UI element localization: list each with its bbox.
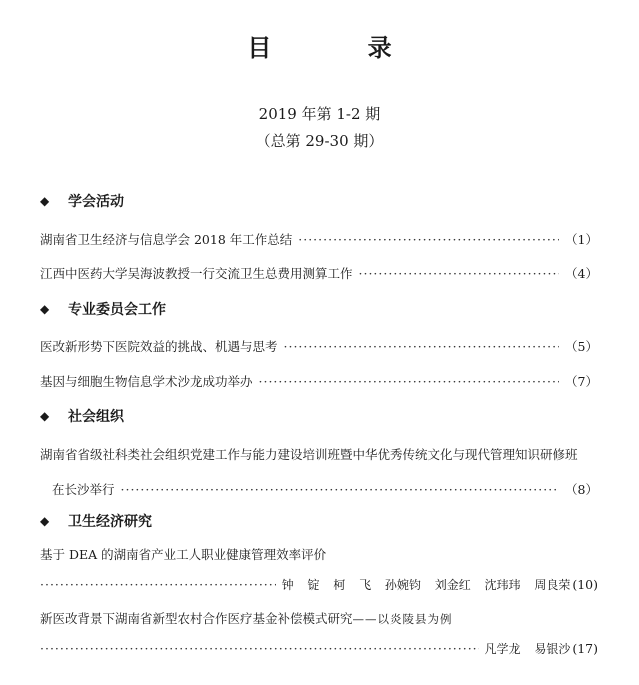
diamond-bullet-icon: ◆ bbox=[40, 194, 50, 208]
diamond-bullet-icon: ◆ bbox=[40, 409, 50, 423]
issue-number: 2019 年第 1-2 期 bbox=[258, 105, 381, 123]
entry-page-number: （4） bbox=[565, 266, 598, 281]
entry-authors: 钟 锭 柯 飞 孙婉钧 刘金红 沈玮玮 周良荣 bbox=[281, 578, 571, 592]
toc-entry[interactable] bbox=[52, 480, 598, 498]
section-heading-social-organizations bbox=[40, 406, 124, 426]
entry-page-number: （5） bbox=[565, 339, 598, 354]
entry-subtitle: ——以炎陵县为例 bbox=[352, 612, 453, 626]
section-heading-academic-activities bbox=[40, 191, 124, 211]
toc-entry[interactable] bbox=[40, 372, 598, 390]
section-heading-label: 专业委员会工作 bbox=[68, 302, 166, 318]
toc-entry[interactable] bbox=[40, 230, 598, 248]
entry-title: 基因与细胞生物信息学术沙龙成功举办 bbox=[40, 374, 253, 389]
section-heading-health-economics-research bbox=[40, 511, 152, 531]
section-heading-label: 卫生经济研究 bbox=[68, 514, 152, 530]
entry-title: 医改新形势下医院效益的挑战、机遇与思考 bbox=[40, 339, 278, 354]
dot-leader bbox=[298, 232, 559, 247]
entry-page-number: (17) bbox=[572, 641, 598, 656]
dot-leader bbox=[284, 339, 560, 354]
entry-page-number: （1） bbox=[565, 232, 598, 247]
entry-title-line2: 在长沙举行 bbox=[52, 482, 115, 497]
toc-entry[interactable] bbox=[40, 264, 598, 282]
dot-leader bbox=[259, 374, 560, 389]
total-issue-number: （总第 29-30 期） bbox=[255, 132, 384, 150]
entry-title-line1[interactable]: 湖南省省级社科类社会组织党建工作与能力建设培训班暨中华优秀传统文化与现代管理知识研修班 bbox=[40, 447, 578, 462]
section-heading-label: 社会组织 bbox=[68, 409, 124, 425]
entry-title: 江西中医药大学吴海波教授一行交流卫生总费用测算工作 bbox=[40, 266, 353, 281]
section-heading-committee-work bbox=[40, 299, 166, 319]
section-heading-label: 学会活动 bbox=[68, 194, 124, 210]
entry-title: 新医改背景下湖南省新型农村合作医疗基金补偿模式研究 bbox=[40, 611, 353, 626]
entry-page-number: (10) bbox=[572, 577, 598, 592]
dot-leader bbox=[121, 482, 560, 497]
entry-title[interactable]: 基于 DEA 的湖南省产业工人职业健康管理效率评价 bbox=[40, 547, 327, 562]
dot-leader bbox=[40, 641, 479, 656]
entry-page-number: （7） bbox=[565, 374, 598, 389]
toc-entry-authors[interactable] bbox=[40, 576, 598, 593]
entry-page-number: （8） bbox=[565, 482, 598, 497]
diamond-bullet-icon: ◆ bbox=[40, 514, 50, 528]
entry-title: 湖南省卫生经济与信息学会 2018 年工作总结 bbox=[40, 232, 293, 247]
dot-leader bbox=[40, 577, 276, 592]
entry-title-block[interactable] bbox=[40, 609, 453, 627]
dot-leader bbox=[359, 266, 560, 281]
page-title: 目 录 bbox=[247, 34, 436, 62]
toc-entry-authors[interactable] bbox=[40, 640, 598, 657]
toc-entry[interactable] bbox=[40, 337, 598, 355]
diamond-bullet-icon: ◆ bbox=[40, 302, 50, 316]
entry-authors: 凡学龙 易银沙 bbox=[484, 642, 571, 656]
